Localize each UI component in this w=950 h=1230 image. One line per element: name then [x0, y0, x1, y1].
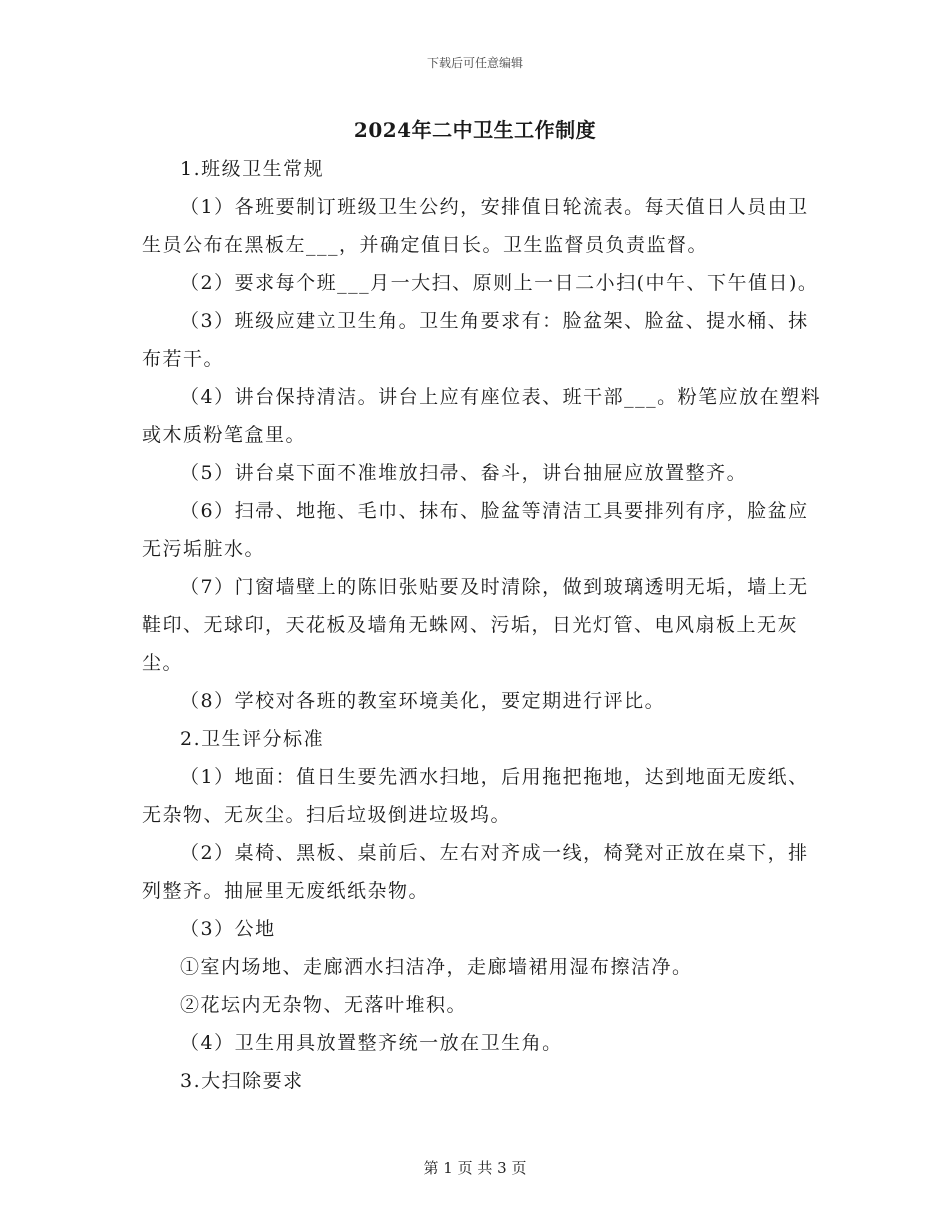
paragraph-scoring-2: （2）桌椅、黑板、桌前后、左右对齐成一线，椅凳对正放在桌下，排列整齐。抽屉里无废纸纸杂物。 — [142, 842, 809, 902]
paragraph-scoring-3: （3）公地 — [180, 918, 276, 940]
paragraph-item-3: （3）班级应建立卫生角。卫生角要求有：脸盆架、脸盆、提水桶、抹布若干。 — [142, 310, 809, 370]
paragraph-scoring-3b: ②花坛内无杂物、无落叶堆积。 — [180, 994, 468, 1016]
section-heading-cleanup: 3.大扫除要求 — [180, 1070, 304, 1092]
paragraph-item-7: （7）门窗墙壁上的陈旧张贴要及时清除，做到玻璃透明无垢，墙上无鞋印、无球印，天花板及墙角无蛛网、污垢，日光灯管、电风扇板上无灰尘。 — [142, 576, 809, 674]
paragraph-item-6: （6）扫帚、地拖、毛巾、抹布、脸盆等清洁工具要排列有序，脸盆应无污垢脏水。 — [142, 500, 809, 560]
paragraph-scoring-3a: ①室内场地、走廊洒水扫洁净，走廊墙裙用湿布擦洁净。 — [180, 956, 693, 978]
section-heading-class-hygiene: 1.班级卫生常规 — [180, 158, 325, 180]
paragraph-item-5: （5）讲台桌下面不准堆放扫帚、畚斗，讲台抽屉应放置整齐。 — [180, 462, 748, 484]
page-header-note: 下载后可任意编辑 — [426, 56, 523, 70]
document-title: 2024年二中卫生工作制度 — [353, 118, 597, 142]
paragraph-item-2: （2）要求每个班___月一大扫、原则上一日二小扫(中午、下午值日)。 — [180, 272, 819, 294]
paragraph-item-8: （8）学校对各班的教室环境美化，要定期进行评比。 — [180, 690, 666, 712]
paragraph-scoring-4: （4）卫生用具放置整齐统一放在卫生角。 — [180, 1032, 563, 1054]
paragraph-item-1: （1）各班要制订班级卫生公约，安排值日轮流表。每天值日人员由卫生员公布在黑板左___，并确定值日长。卫生监督员负责监督。 — [142, 196, 809, 256]
section-heading-scoring: 2.卫生评分标准 — [180, 728, 325, 750]
document-body — [142, 150, 822, 1100]
page-number: 第 1 页 共 3 页 — [423, 1159, 527, 1177]
paragraph-scoring-1: （1）地面：值日生要先洒水扫地，后用拖把拖地，达到地面无废纸、无杂物、无灰尘。扫后垃圾倒进垃圾坞。 — [142, 766, 809, 826]
paragraph-item-4: （4）讲台保持清洁。讲台上应有座位表、班干部___。粉笔应放在塑料或木质粉笔盒里。 — [142, 386, 822, 446]
